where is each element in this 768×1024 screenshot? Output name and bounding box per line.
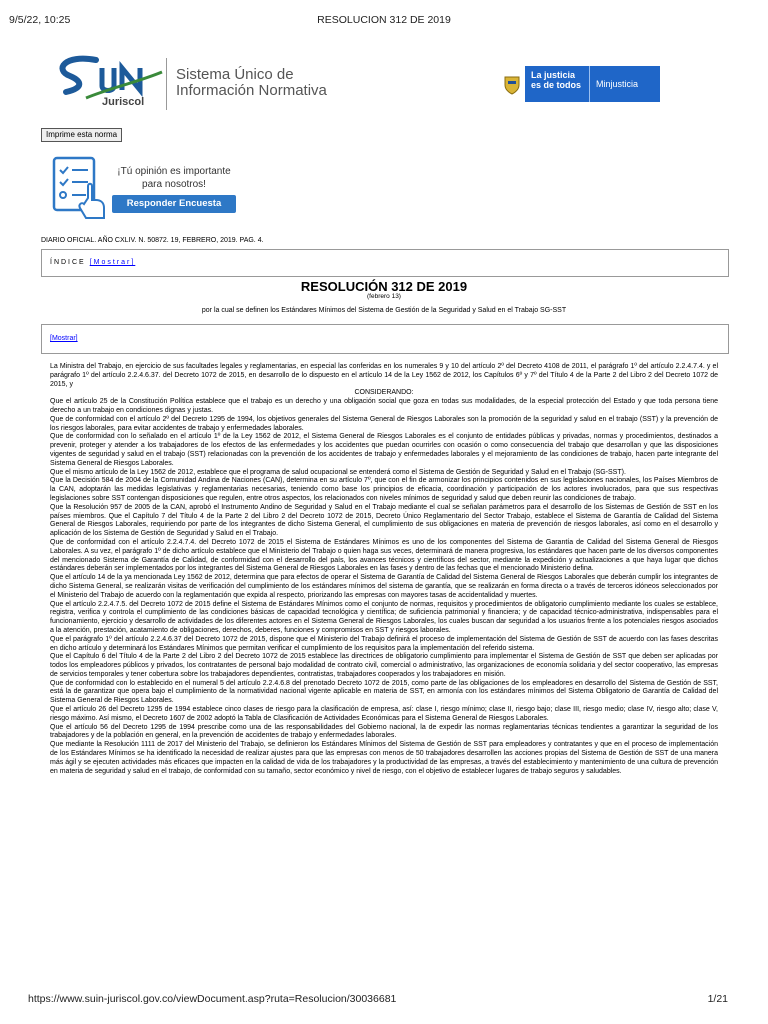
paragraph: Que de conformidad con el artículo 2.2.4.7.4. del Decreto 1072 de 2015 el Sistema de Estándares Mínimos es uno de los componentes del Sistema de Garantía de Calidad del Sistema General de Riesgos Laborales. A su vez, el parágrafo 1º de dicho artículo establece que el Ministerio del Trabajo o quien haga sus veces, determinará de manera progresiva, los estándares que hacen parte de los diversos componentes del mencionado Sistema de Garantía de Calidad, de conformidad con el desarrollo del país, los avances técnicos y científicos del sector, mediante la expedición y actualizaciones a que haya lugar que dichos estándares deberán ser implementados por los integrantes del Sistema General de Riesgos Laborales en las fases y dentro de las fechas que el mencionado Ministerio defina.	[50, 538, 718, 573]
survey-line2: para nosotros!	[142, 179, 206, 190]
minjusticia-banner[interactable]	[498, 66, 660, 102]
suin-logo[interactable]	[52, 52, 172, 114]
suin-title-line1: Sistema Único de	[176, 66, 294, 83]
resolution-subtitle: por la cual se definen los Estándares Mínimos del Sistema de Gestión de la Seguridad y Salud en el Trabajo SG-SST	[201, 307, 567, 314]
paragraph: Que el artículo 25 de la Constitución Política establece que el trabajo es un derecho y una obligación social que goza en todas sus modalidades, de la especial protección del Estado y que toda persona tiene derecho a un trabajo en condiciones dignas y justas.	[50, 398, 718, 414]
print-title: RESOLUCION 312 DE 2019	[317, 14, 451, 26]
show-link[interactable]: [Mostrar]	[50, 335, 78, 342]
respond-survey-button[interactable]: Responder Encuesta	[112, 195, 236, 213]
index-box	[41, 249, 729, 277]
paragraph: Que el artículo 26 del Decreto 1295 de 1994 establece cinco clases de riesgo para la clasificación de empresa, así: clase I, riesgo mínimo; clase II, riesgo bajo; clase III, riesgo medio; clase IV, riesgo alto; clase V, riesgo máximo. Así mismo, el Decreto 1607 de 2002 adoptó la Tabla de Clasificación de Actividades Económicas para el Sistema General de Riesgos Laborales.	[50, 706, 718, 722]
logo-divider	[166, 58, 167, 110]
survey-clipboard-icon	[50, 156, 112, 226]
resolution-body	[50, 363, 718, 776]
suin-juriscol-label: Juriscol	[102, 96, 145, 108]
paragraph: La Ministra del Trabajo, en ejercicio de sus facultades legales y reglamentarias, en especial las conferidas en los numerales 9 y 10 del artículo 2º del Decreto 4108 de 2011, el parágrafo 1º del artículo 2.2.4.7.4. y el parágrafo 1º del artículo 2.2.4.6.37. del Decreto 1072 de 2015, en desarrollo de lo dispuesto en el artículo 14 de la Ley 1562 de 2012, los Capítulos 6º y 7º del Título 4 de la Parte 2 del Libro 2 del Decreto 1072 de 2015, y	[50, 363, 718, 388]
paragraph: Que el artículo 14 de la ya mencionada Ley 1562 de 2012, determina que para efectos de operar el Sistema de Garantía de Calidad del Sistema General de Riesgos Laborales que deberán cumplir los integrantes de dicho Sistema General, se realizarán visitas de verificación del cumplimiento de los estándares mínimos del sistema de garantía, que se realizarán en forma directa o a través de terceros idóneos seleccionados por el Ministerio del Trabajo de acuerdo con la reglamentación que expida al respecto, priorizando las empresas con mayores tasas de accidentalidad y muertes.	[50, 574, 718, 599]
index-label	[50, 259, 135, 266]
paragraph: Que el artículo 2.2.4.7.5. del Decreto 1072 de 2015 define el Sistema de Estándares Mínimos como el conjunto de normas, requisitos y procedimientos de obligatorio cumplimiento mediante los cuales se establece, registra, verifica y controla el cumplimiento de las condiciones básicas de capacidad tecnológica y científica; de suficiencia patrimonial y financiera; y de capacidad técnico-administrativa, indispensables para el funcionamiento, ejercicio y desarrollo de actividades de los diferentes actores en el Sistema General de Riesgos Laborales, los cuales buscan dar seguridad a los usuarios frente a los potenciales riesgos asociados a la atención, prestación, acatamiento de obligaciones, derechos, deberes, funciones y compromisos en SST y riesgos laborales.	[50, 600, 718, 634]
footer-page-number: 1/21	[707, 993, 728, 1005]
survey-message	[112, 165, 236, 191]
paragraph: Que la Decisión 584 de 2004 de la Comunidad Andina de Naciones (CAN), determina en su artículo 7º, que con el fin de armonizar los principios contenidos en sus legislaciones nacionales, los Países Miembros de la CAN, adoptarán las medidas legislativas y reglamentarias necesarias, teniendo como base los principios de eficacia, coordinación y participación de los actores involucrados, para que sus respectivas legislaciones sobre SST contengan disposiciones que regulen, entre otros aspectos, los relacionados con niveles mínimos de seguridad y salud que deben reunir las condiciones de trabajo.	[50, 477, 718, 502]
print-norm-button[interactable]: Imprime esta norma	[41, 128, 122, 142]
survey-line1: ¡Tú opinión es importante	[117, 166, 231, 177]
footer-url: https://www.suin-juriscol.gov.co/viewDocument.asp?ruta=Resolucion/30036681	[28, 993, 397, 1005]
slogan-line2: es de todos	[531, 80, 582, 90]
show-box	[41, 324, 729, 354]
paragraph: Que el Capítulo 6 del Título 4 de la Parte 2 del Libro 2 del Decreto 1072 de 2015 establece las directrices de obligatorio cumplimiento para implementar el Sistema de Gestión de SST que deben ser aplicadas por todos los empleadores públicos y privados, los contratantes de personal bajo modalidad de contrato civil, comercial o administrativo, las organizaciones de economía solidaria y del sector cooperativo, las empresas de servicios temporales y tener cobertura sobre los trabajadores dependientes, contratistas, trabajadores cooperados y los trabajadores en misión.	[50, 653, 718, 678]
minjusticia-slogan	[525, 66, 589, 102]
print-datetime: 9/5/22, 10:25	[9, 14, 71, 26]
paragraph: Que de conformidad con lo establecido en el numeral 5 del artículo 2.2.4.6.8 del prenotado Decreto 1072 de 2015, como parte de las obligaciones de los empleadores en desarrollo del Sistema de Gestión de SST, está la de garantizar que opera bajo el cumplimiento de la normatividad nacional vigente aplicable en materia de SST, en armonía con los estándares mínimos del Sistema Obligatorio de Garantía de Calidad del Sistema General de Riesgos Laborales.	[50, 679, 718, 705]
slogan-line1: La justicia	[531, 70, 576, 80]
suin-title	[176, 67, 327, 99]
paragraph: Que el artículo 56 del Decreto 1295 de 1994 prescribe como una de las responsabilidades del Gobierno nacional, la de expedir las normas reglamentarias técnicas tendientes a garantizar la seguridad de los trabajadores y de la población en general, en la prevención de accidentes de trabajo y enfermedades laborales.	[50, 723, 718, 740]
colombia-crest-icon	[498, 66, 525, 102]
paragraph: Que de conformidad con el artículo 2º del Decreto 1295 de 1994, los objetivos generales del Sistema General de Riesgos Laborales son la promoción de la seguridad y salud en el trabajo (SST) y la prevención de los riesgos laborales, para evitar accidentes de trabajo y enfermedades laborales.	[50, 415, 718, 432]
resolution-date: (febrero 13)	[367, 293, 401, 300]
paragraph: Que el mismo artículo de la Ley 1562 de 2012, establece que el programa de salud ocupacional se entenderá como el Sistema de Gestión de Seguridad y Salud en el Trabajo (SG-SST).	[50, 468, 626, 476]
resolution-title: RESOLUCIÓN 312 DE 2019	[300, 279, 468, 294]
paragraph: Que la Resolución 957 de 2005 de la CAN, aprobó el Instrumento Andino de Seguridad y Salud en el Trabajo mediante el cual se señalan parámetros para el desarrollo de los Sistemas de Gestión de SST en los países miembros. Que el Capítulo 7 del Título 4 de la Parte 2 del Libro 2 del Decreto 1072 de 2015, Decreto Único Reglamentario del Sector Trabajo, establece el Sistema de Garantía de Calidad del Sistema General de Riesgos Laborales, requiriendo por parte de los integrantes de dicho Sistema General, el cumplimiento de sus obligaciones en materia de prevención de riesgos laborales, así como en el desarrollo y aplicación de los Sistema de Gestión de Seguridad y Salud en el Trabajo.	[50, 503, 718, 538]
diario-oficial-reference: DIARIO OFICIAL. AÑO CXLIV. N. 50872. 19, FEBRERO, 2019. PAG. 4.	[41, 237, 264, 244]
considerando-heading: CONSIDERANDO:	[354, 389, 414, 397]
suin-title-line2: Información Normativa	[176, 82, 327, 99]
index-show-link[interactable]: [Mostrar]	[89, 259, 136, 266]
paragraph: Que el parágrafo 1º del artículo 2.2.4.6.37 del Decreto 1072 de 2015, dispone que el Ministerio del Trabajo definirá el proceso de implementación del Sistema de Gestión de SST de acuerdo con las fases descritas en dicho artículo y determinará los Estándares Mínimos que permitan verificar el cumplimiento de los requisitos para la implementación del referido sistema.	[50, 635, 718, 652]
minjusticia-name: Minjusticia	[589, 66, 660, 102]
paragraph: Que de conformidad con lo señalado en el artículo 1º de la Ley 1562 de 2012, el Sistema General de Riesgos Laborales es el conjunto de entidades públicas y privadas, normas y procedimientos, destinados a prevenir, proteger y atender a los trabajadores de los efectos de las enfermedades y los accidentes que puedan ocurrirles con ocasión o como consecuencia del trabajo que desarrollan y que las disposiciones vigentes de seguridad y salud en el trabajo (SST) relacionadas con la prevención de los accidentes de trabajo y enfermedades laborales y el mejoramiento de las condiciones de trabajo, hacen parte integrante del Sistema General de Riesgos Laborales.	[50, 433, 718, 467]
paragraph: Que mediante la Resolución 1111 de 2017 del Ministerio del Trabajo, se definieron los Estándares Mínimos del Sistema de Gestión de SST para empleadores y contratantes y que en el proceso de implementación de los Estándares Mínimos se ha identificado la necesidad de realizar ajustes para que las empresas con menos de 50 trabajadores desarrollen las acciones propias del Sistema de Gestión de SST de una manera más ágil y se ejecuten actividades más eficaces que impacten en la calidad de vida de los trabajadores y la productividad de las empresas, a través del establecimiento y mantenimiento de una cultura de prevención en materia de seguridad y salud en el trabajo, de conformidad con su tamaño, sector económico y nivel de riesgo, con el objetivo de establecer lugares de trabajo seguros y saludables.	[50, 741, 718, 775]
index-title: ÍNDICE	[50, 259, 86, 266]
